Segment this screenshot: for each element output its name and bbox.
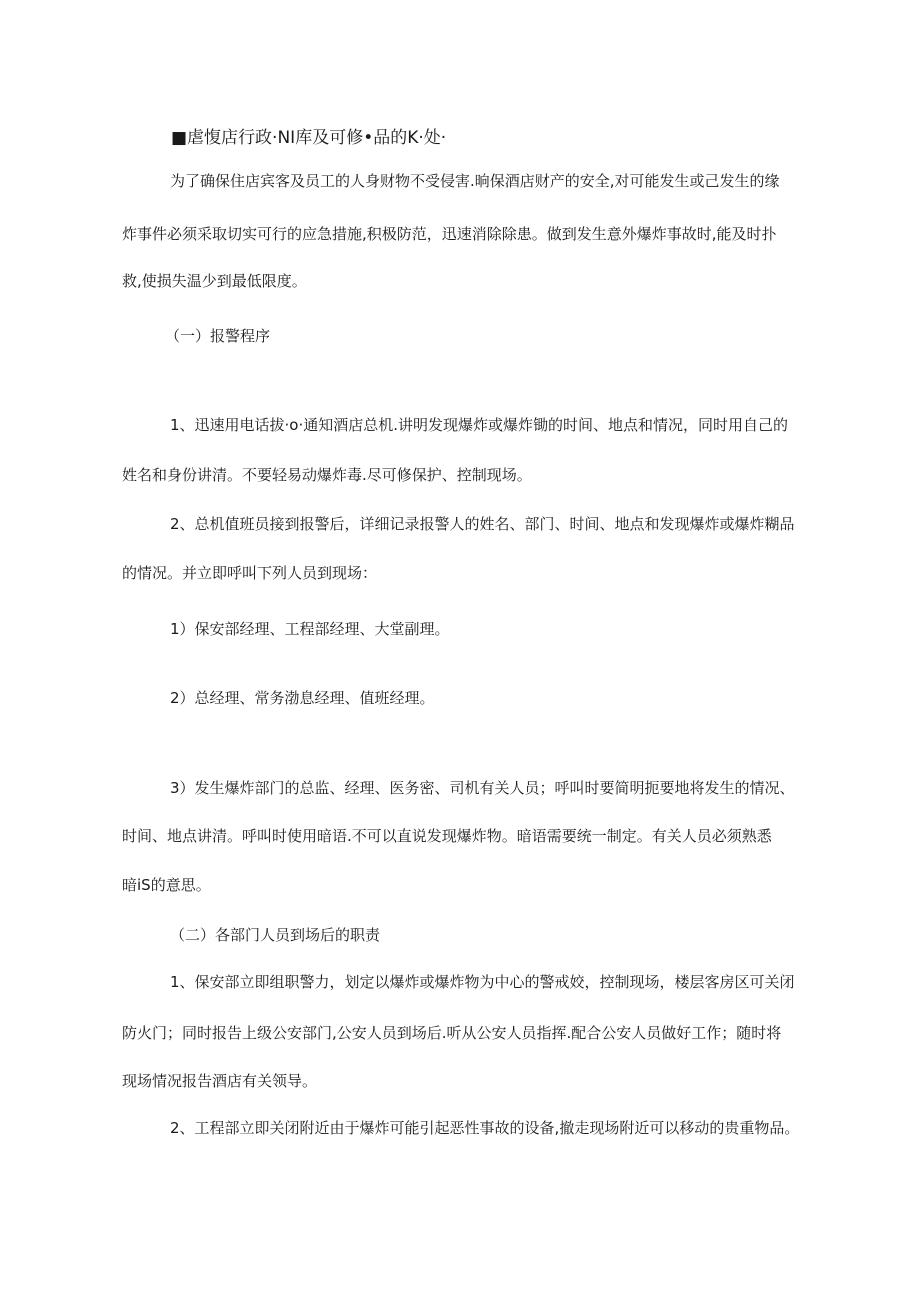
document-title: ■虐愎店行政·NI库及可修•品的K·处· — [171, 128, 447, 148]
intro-line-1: 为了确保住店宾客及员工的人身财物不受侵害.晌保酒店财产的安全,对可能发生或己发生的缘 — [170, 172, 780, 190]
section-1-sub-3-line-3: 暗iS的意思。 — [122, 876, 211, 894]
intro-line-2: 炸事件必须采取切实可行的应急措施,积极防范，迅速消除除患。做到发生意外爆炸事故时,能及时扑 — [122, 225, 777, 243]
section-2-heading: （二）各部门人员到场后的职责 — [170, 926, 381, 944]
section-2-item-2-line-1: 2、工程部立即关闭附近由于爆炸可能引起恶性事故的设备,撤走现场附近可以移动的贵重物品。 — [170, 1119, 800, 1137]
section-1-sub-2: 2）总经理、常务渤息经理、值班经理。 — [170, 689, 435, 707]
section-1-item-2-line-1: 2、总机值班员接到报警后，详细记录报警人的姓名、部门、时间、地点和发现爆炸或爆炸糊品 — [170, 515, 795, 533]
section-1-sub-3-line-1: 3）发生爆炸部门的总监、经理、医务密、司机有关人员；呼叫时要简明扼要地将发生的情况、 — [170, 779, 795, 797]
section-1-sub-1: 1）保安部经理、工程部经理、大堂副理。 — [170, 620, 450, 638]
section-2-item-1-line-3: 现场情况报告酒店有关领导。 — [122, 1072, 318, 1090]
section-1-item-1-line-2: 姓名和身份讲清。不要轻易动爆炸毒.尽可修保护、控制现场。 — [122, 466, 532, 484]
section-2-item-1-line-1: 1、保安部立即组职警力，划定以爆炸或爆炸物为中心的警戒姣，控制现场，楼层客房区可关闭 — [170, 973, 795, 991]
section-2-item-1-line-2: 防火门；同时报告上级公安部门,公安人员到场后.听从公安人员指挥.配合公安人员做好工作；随时将 — [122, 1024, 782, 1042]
section-1-item-2-line-2: 的情况。并立即呼叫下列人员到现场： — [122, 564, 378, 582]
section-1-heading: （一）报警程序 — [165, 327, 271, 345]
section-1-sub-3-line-2: 时间、地点讲清。呼叫时使用暗语.不可以直说发现爆炸物。暗语需要统一制定。有关人员必须熟悉 — [122, 827, 772, 845]
section-1-item-1-line-1: 1、迅速用电话拔·o·通知酒店总机.讲明发现爆炸或爆炸锄的时间、地点和情况，同时用自己的 — [170, 416, 789, 434]
intro-line-3: 救,使损失温少到最低限度。 — [122, 272, 307, 290]
